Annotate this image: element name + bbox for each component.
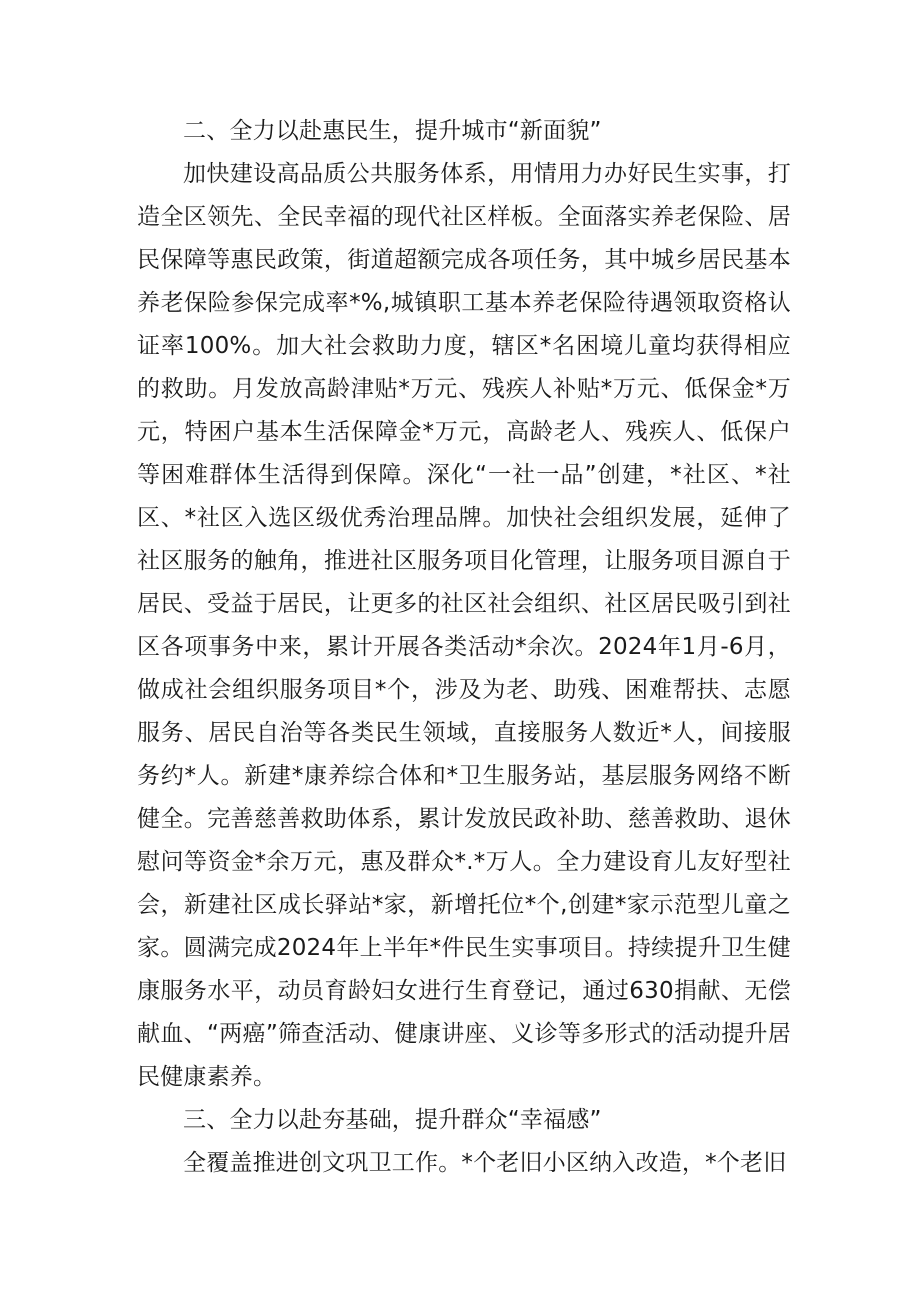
section-heading-3: 三、全力以赴夯基础，提升群众“幸福感” <box>183 1107 602 1133</box>
document-body <box>137 110 791 1185</box>
section-paragraph-3: 全覆盖推进创文巩卫工作。*个老旧小区纳入改造，*个老旧 <box>183 1150 787 1176</box>
section-heading-2: 二、全力以赴惠民生，提升城市“新面貌” <box>183 118 602 144</box>
section-paragraph-2: 加快建设高品质公共服务体系，用情用力办好民生实事，打造全区领先、全民幸福的现代社区样板。全面落实养老保险、居民保障等惠民政策，街道超额完成各项任务，其中城乡居民基本养老保险参保完成率*%,城镇职工基本养老保险待遇领取资格认证率100%。加大社会救助力度，辖区*名困境儿童均获得相应的救助。月发放高龄津贴*万元、残疾人补贴*万元、低保金*万元，特困户基本生活保障金*万元，高龄老人、残疾人、低保户等困难群体生活得到保障。深化“一社一品”创建，*社区、*社区、*社区入选区级优秀治理品牌。加快社会组织发展，延伸了社区服务的触角，推进社区服务项目化管理，让服务项目源自于居民、受益于居民，让更多的社区社会组织、社区居民吸引到社区各项事务中来，累计开展各类活动*余次。2024年1月-6月，做成社会组织服务项目*个，涉及为老、助残、困难帮扶、志愿服务、居民自治等各类民生领域，直接服务人数近*人，间接服务约*人。新建*康养综合体和*卫生服务站，基层服务网络不断健全。完善慈善救助体系，累计发放民政补助、慈善救助、退休慰问等资金*余万元，惠及群众*.*万人。全力建设育儿友好型社会，新建社区成长驿站*家，新增托位*个,创建*家示范型儿童之家。圆满完成2024年上半年*件民生实事项目。持续提升卫生健康服务水平，动员育龄妇女进行生育登记，通过630捐献、无偿献血、“两癌”筛查活动、健康讲座、义诊等多形式的活动提升居民健康素养。 <box>137 161 791 1090</box>
